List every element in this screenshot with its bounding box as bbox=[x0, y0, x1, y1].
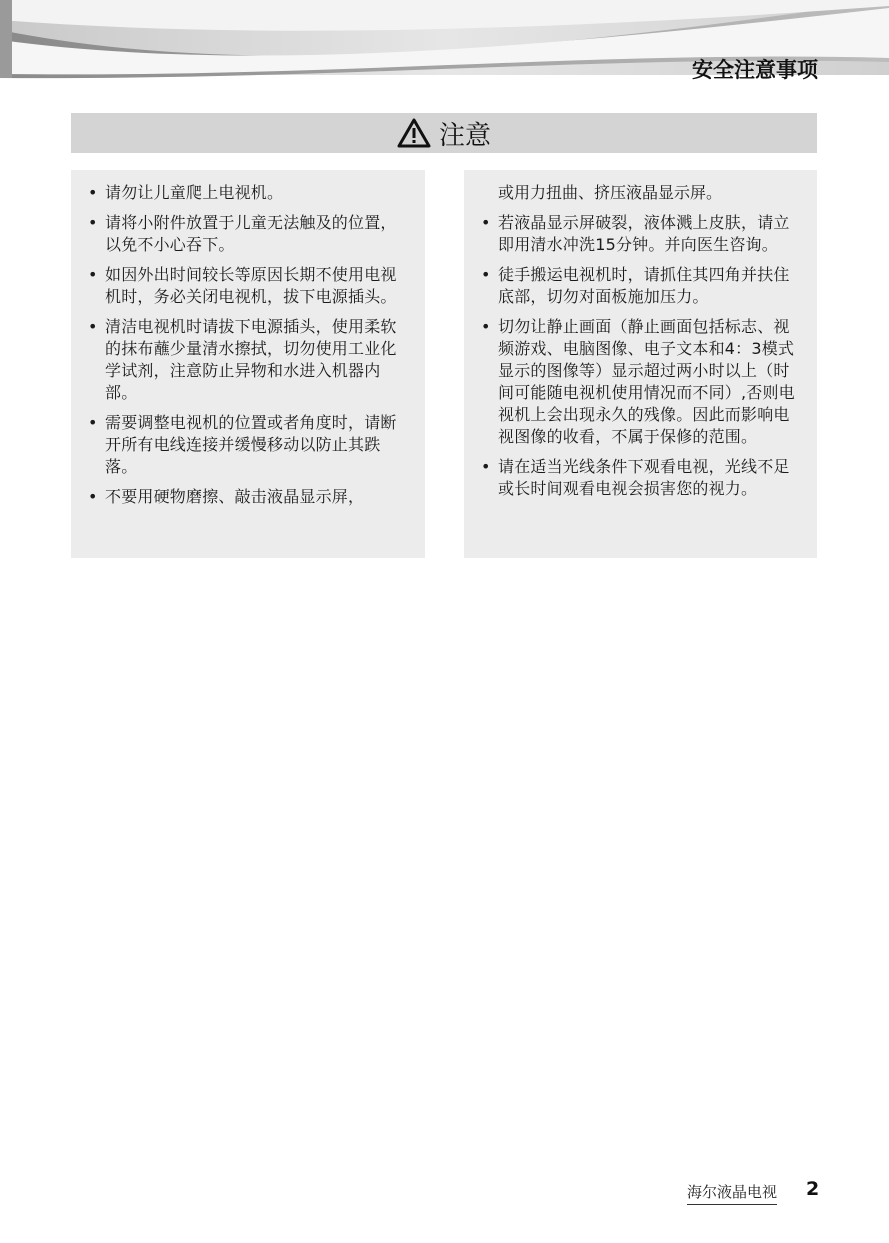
caution-banner bbox=[71, 113, 817, 153]
right-notes-panel bbox=[464, 170, 817, 558]
list-item: • 徒手搬运电视机时，请抓住其四角并扶住底部，切勿对面板施加压力。 bbox=[481, 265, 790, 306]
list-item: • 切勿让静止画面（静止画面包括标志、视频游戏、电脑图像、电子文本和4：3模式显示的图像等）显示超过两小时以上（时间可能随电视机使用情况而不同）,否则电视机上会出现永久的残像。因此而影响电视图像的收看，不属于保修的范围。 bbox=[481, 317, 795, 446]
page-number: 2 bbox=[806, 1178, 820, 1200]
list-item: • 请将小附件放置于儿童无法触及的位置，以免不小心吞下。 bbox=[88, 213, 397, 254]
footer-brand: 海尔液晶电视 bbox=[687, 1181, 777, 1205]
list-item: • 需要调整电视机的位置或者角度时，请断开所有电线连接并缓慢移动以防止其跌落。 bbox=[88, 413, 397, 476]
right-notes-list bbox=[478, 212, 803, 500]
list-item: • 如因外出时间较长等原因长期不使用电视机时，务必关闭电视机，拔下电源插头。 bbox=[88, 265, 397, 306]
left-notes-list bbox=[85, 182, 411, 508]
section-title: 安全注意事项 bbox=[692, 58, 818, 82]
list-item: • 不要用硬物磨擦、敲击液晶显示屏， bbox=[88, 487, 365, 506]
list-item: • 请在适当光线条件下观看电视，光线不足或长时间观看电视会损害您的视力。 bbox=[481, 457, 790, 498]
list-item: • 若液晶显示屏破裂，液体溅上皮肤，请立即用清水冲洗15分钟。并向医生咨询。 bbox=[481, 213, 790, 254]
caution-label: 注意 bbox=[438, 120, 491, 151]
list-item: • 清洁电视机时请拔下电源插头，使用柔软的抹布蘸少量清水擦拭，切勿使用工业化学试剂，注意防止异物和水进入机器内部。 bbox=[88, 317, 397, 402]
continued-item-text: 或用力扭曲、挤压液晶显示屏。 bbox=[498, 183, 723, 202]
list-item: • 请勿让儿童爬上电视机。 bbox=[88, 183, 284, 202]
warning-triangle-icon bbox=[397, 118, 431, 148]
left-notes-panel bbox=[71, 170, 425, 558]
